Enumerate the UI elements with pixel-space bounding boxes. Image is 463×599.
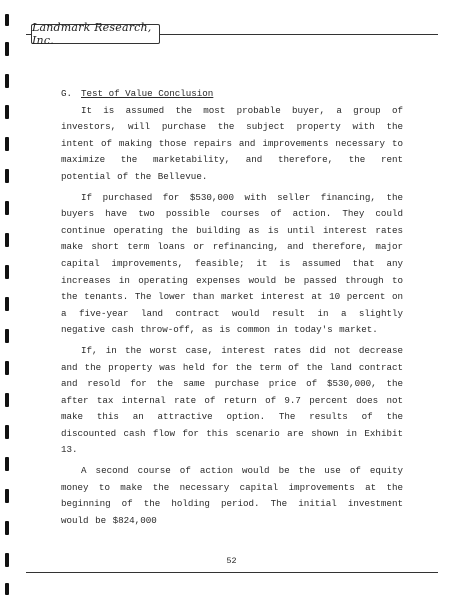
footer-rule <box>26 572 438 573</box>
company-logo: Landmark Research, Inc. <box>31 24 160 44</box>
binding-marks <box>5 0 10 599</box>
body-content <box>61 86 403 533</box>
section-title: Test of Value Conclusion <box>81 88 214 99</box>
paragraph: If, in the worst case, interest rates did not decrease and the property was held for the term of the land contract and resold for the same purchase price of $530,000, the after tax internal rate of return of 9.7 percent does not make this an attractive option. The results of the discounted cash flow for this scenario are shown in Exhibit 13. <box>61 344 403 456</box>
section-heading <box>61 86 403 103</box>
paragraph: It is assumed the most probable buyer, a group of investors, will purchase the subject property with the intent of making those repairs and improvements necessary to maximize the marketability, and therefore, the rent potential of the Bellevue. <box>61 104 403 182</box>
section-letter: G. <box>61 88 73 99</box>
paragraph: If purchased for $530,000 with seller financing, the buyers have two possible courses of action. They could continue operating the building as is until interest rates make short term loans or refinancing, and therefore, major capital improvements, feasible; it is assumed that any increases in operating expenses would be passed through to the tenants. The lower than market interest at 10 percent on a five-year land contract would result in a slightly negative cash throw-off, as is common in today's market. <box>61 191 403 336</box>
paragraph: A second course of action would be the use of equity money to make the necessary capital improvements at the beginning of the holding period. The initial investment would be $824,000 <box>61 465 403 526</box>
page-number: 52 <box>226 556 237 566</box>
